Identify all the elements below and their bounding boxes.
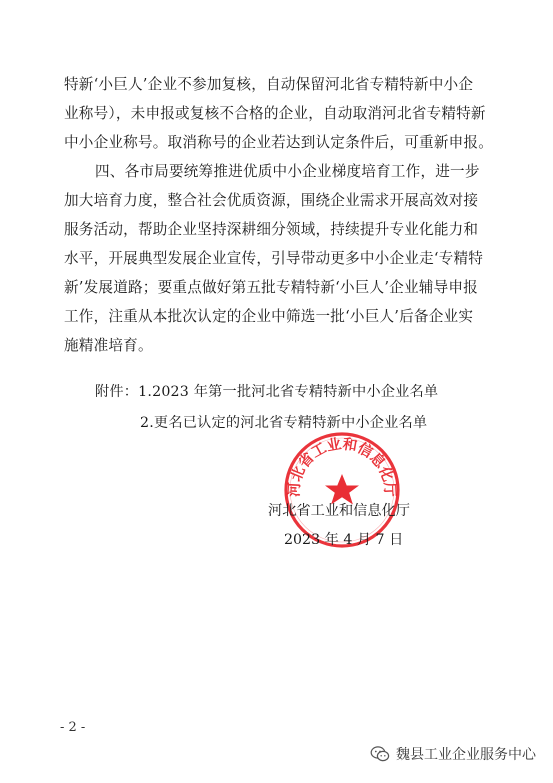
body-line-7: 水平，开展典型发展企业宣传，引导带动更多中小企业走‘专精特: [64, 250, 484, 267]
seal-text: 河北省工业和信息化厅: [286, 436, 398, 498]
body-line-5: 加大培育力度，整合社会优质资源，围绕企业需求开展高效对接: [64, 192, 479, 209]
body-line-4: 四、各市局要统筹推进优质中小企业梯度培育工作，进一步: [95, 163, 480, 180]
page-number: - 2 -: [60, 720, 86, 735]
signature-org: 河北省工业和信息化厅: [268, 503, 410, 519]
attachment-line-2: 2.更名已认定的河北省专精特新中小企业名单: [140, 415, 428, 431]
watermark: [370, 744, 536, 764]
body-line-2: 业称号），未申报或复核不合格的企业，自动取消河北省专精特新: [64, 105, 486, 122]
body-line-6: 服务活动，帮助企业坚持深耕细分领域，持续提升专业化能力和: [64, 221, 479, 238]
signature-date: 2023 年 4 月 7 日: [284, 532, 404, 548]
body-line-10: 施精准培育。: [64, 337, 153, 354]
body-line-1: 特新‘小巨人’企业不参加复核，自动保留河北省专精特新中小企: [64, 76, 474, 93]
watermark-text: 魏县工业企业服务中心: [396, 747, 536, 763]
body-line-3: 中小企业称号。取消称号的企业若达到认定条件后，可重新申报。: [64, 134, 494, 151]
wechat-icon: [370, 745, 390, 763]
body-line-9: 工作，注重从本批次认定的企业中筛选一批‘小巨人’后备企业实: [64, 308, 474, 325]
body-line-8: 新’发展道路；要重点做好第五批专精特新‘小巨人’企业辅导申报: [64, 279, 478, 296]
attachment-line-1: 附件：1.2023 年第一批河北省专精特新中小企业名单: [95, 384, 439, 400]
